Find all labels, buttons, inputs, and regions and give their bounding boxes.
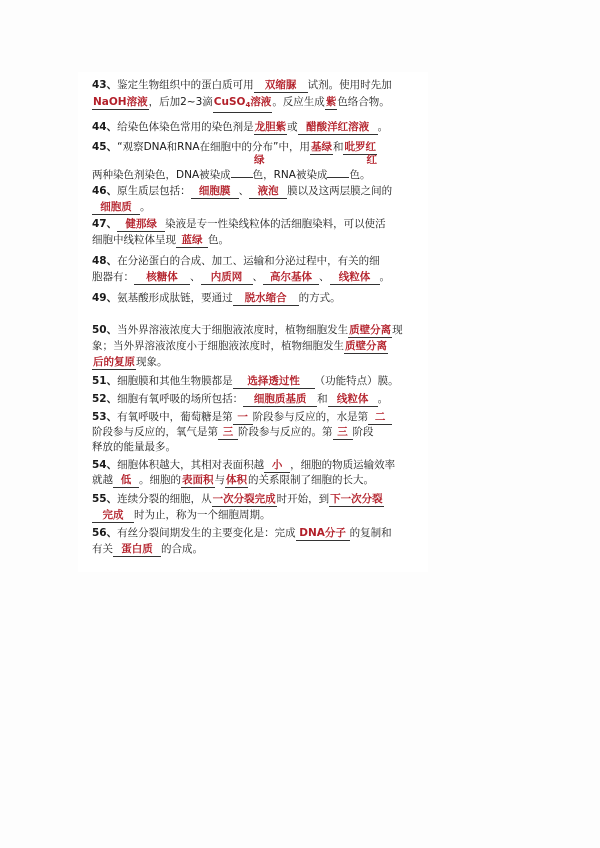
answer-part: 溶液 <box>250 96 272 108</box>
question-text: 在分泌蛋白的合成、加工、运输和分泌过程中，有关的细 <box>117 255 380 267</box>
answer: 一 <box>233 411 253 425</box>
question-text: 胞器有： <box>92 271 134 283</box>
question-56 <box>92 526 432 541</box>
question-54-line-2 <box>92 473 432 488</box>
question-number: 46、 <box>92 185 118 197</box>
question-53 <box>92 410 432 425</box>
answer: 质壁分离 <box>345 340 387 352</box>
question-text: 就越 <box>92 474 113 486</box>
answer: 脱水缩合 <box>233 292 299 306</box>
question-48-line-2 <box>92 270 432 285</box>
answer: 基绿 <box>310 141 332 153</box>
question-56-line-2 <box>92 542 432 557</box>
question-text: 、 <box>190 271 201 283</box>
question-text: 阶段 <box>352 426 374 438</box>
question-text: 、 <box>319 271 330 283</box>
answer: 液泡 <box>249 185 287 199</box>
question-text: ，细胞的物质运输效率 <box>290 459 396 471</box>
question-text: 连续分裂的细胞，从 <box>117 493 212 505</box>
answer: 三 <box>218 426 238 440</box>
question-number: 50、 <box>92 324 118 336</box>
question-text: 阶段参与反应的。第 <box>238 426 333 438</box>
question-text: 象；当外界溶液浓度小于细胞液浓度时，植物细胞发生 <box>92 340 344 352</box>
question-text: “观察DNA和RNA在细胞中的分布”中，用 <box>117 141 310 153</box>
question-number: 47、 <box>92 218 118 230</box>
question-text: 现 <box>392 324 403 336</box>
answer-part: CuSO <box>213 96 246 108</box>
question-number: 55、 <box>92 493 118 505</box>
question-text: 现象。 <box>136 356 168 368</box>
answer: 三 <box>333 426 353 440</box>
question-text: 的合成。 <box>161 543 203 555</box>
answer: 蛋白质 <box>113 543 161 557</box>
question-text: 色，RNA被染成 <box>252 169 328 181</box>
answer: 细胞膜 <box>191 185 239 199</box>
answer: 表面积 <box>182 474 214 486</box>
question-text: 的方式。 <box>298 292 341 304</box>
answer: 完成 <box>92 509 134 523</box>
answer: NaOH溶液 <box>93 96 148 108</box>
question-text: 有氧呼吸中，葡萄糖是第 <box>117 411 233 423</box>
question-text: 。 <box>379 271 390 283</box>
question-45-line-2 <box>92 168 432 183</box>
answer: 质壁分离 <box>349 324 392 336</box>
question-text: 原生质层包括： <box>117 185 191 197</box>
question-43-line-2 <box>92 95 432 113</box>
question-text: 阶段参与反应的，水是第 <box>252 411 369 423</box>
answer: 内质网 <box>201 271 253 285</box>
question-50-line-2 <box>92 339 432 354</box>
question-number: 56、 <box>92 527 118 539</box>
question-text: 。 <box>377 393 389 405</box>
question-text: 的关系限制了细胞的长大。 <box>248 474 374 486</box>
blank <box>327 177 349 178</box>
question-number: 48、 <box>92 255 118 267</box>
answer: 蓝绿 <box>176 234 208 248</box>
answer: 吡罗红 <box>344 141 376 153</box>
question-text: （功能特点）膜。 <box>314 375 399 387</box>
question-text: 试剂。使用时先加 <box>307 79 392 91</box>
question-number: 52、 <box>92 393 118 405</box>
answer: 线粒体 <box>330 271 380 285</box>
question-text: 。细胞的 <box>139 474 181 486</box>
question-number: 51、 <box>92 375 118 387</box>
question-text: 时开始，到 <box>276 493 330 505</box>
question-text: ，后加2~3滴 <box>148 96 213 108</box>
question-text: 两种染色剂染色，DNA被染成 <box>92 169 231 181</box>
question-text: 释放的能量最多。 <box>92 441 176 453</box>
answer: 小 <box>264 459 290 473</box>
question-text: 染液是专一性染线粒体的活细胞染料，可以使活 <box>165 218 386 230</box>
answer: 绿 <box>254 154 265 166</box>
question-text: 的复制和 <box>349 527 392 539</box>
question-55 <box>92 492 432 507</box>
answer: 醋酸洋红溶液 <box>298 121 378 135</box>
answer: 健那绿 <box>117 218 165 232</box>
question-text: 。反应生成 <box>272 96 325 108</box>
blank <box>231 177 253 178</box>
question-number: 49、 <box>92 292 118 304</box>
question-text: 阶段参与反应的，氧气是第 <box>92 426 218 438</box>
question-54 <box>92 458 432 473</box>
answer: 选择透过性 <box>233 375 315 389</box>
question-47 <box>92 217 432 232</box>
answer: 双缩脲 <box>254 79 308 93</box>
question-46 <box>92 184 432 199</box>
question-text: 和 <box>317 393 328 405</box>
question-text: 氨基酸形成肽链，要通过 <box>117 292 233 304</box>
question-text: 色络合物。 <box>337 96 390 108</box>
question-text: 与 <box>214 474 225 486</box>
answer: DNA分子 <box>296 527 350 541</box>
answer: 体积 <box>226 474 247 486</box>
answer: 核糖体 <box>134 271 190 285</box>
question-text: 膜以及这两层膜之间的 <box>287 185 393 197</box>
question-text: 给染色体染色常用的染色剂是 <box>117 121 254 133</box>
question-text: 细胞体积越大，其相对表面积越 <box>117 459 265 471</box>
question-52 <box>92 392 432 407</box>
question-text: 时为止，称为一个细胞周期。 <box>134 509 271 521</box>
question-48 <box>92 254 432 269</box>
question-number: 53、 <box>92 411 118 423</box>
question-50 <box>92 323 432 338</box>
question-number: 44、 <box>92 121 118 133</box>
question-number: 54、 <box>92 459 118 471</box>
question-number: 45、 <box>92 141 118 153</box>
question-text: 细胞膜和其他生物膜都是 <box>117 375 233 387</box>
question-text: 鉴定生物组织中的蛋白质可用 <box>117 79 254 91</box>
answer: 高尔基体 <box>263 271 319 285</box>
question-text: 有关 <box>92 543 113 555</box>
question-text: 。 <box>140 201 151 213</box>
question-number: 43、 <box>92 79 118 91</box>
question-text: 细胞有氧呼吸的场所包括： <box>117 393 244 405</box>
question-43 <box>92 78 432 93</box>
question-45-annotations <box>253 153 593 168</box>
question-text: 当外界溶液浓度大于细胞液浓度时，植物细胞发生 <box>117 324 349 336</box>
subscript: 4 <box>245 101 251 109</box>
answer: 后的复原 <box>93 356 135 368</box>
question-text: 或 <box>287 121 298 133</box>
question-44 <box>92 120 432 135</box>
answer: 二 <box>368 411 392 425</box>
question-51 <box>92 374 432 389</box>
question-53-line-3 <box>92 440 432 455</box>
answer: 细胞质 <box>92 201 140 215</box>
question-text: 、 <box>252 271 263 283</box>
question-text: 。 <box>377 121 389 133</box>
question-text: 、 <box>238 185 250 197</box>
answer: 低 <box>113 474 139 488</box>
question-text: 细胞中线粒体呈现 <box>92 234 176 246</box>
question-text: 色。 <box>349 169 371 181</box>
answer: 线粒体 <box>328 393 378 407</box>
question-text: 色。 <box>208 234 229 246</box>
answer: 紫 <box>325 96 337 108</box>
question-53-line-2 <box>92 425 432 440</box>
answer: 龙胆紫 <box>254 121 287 133</box>
answer <box>213 96 273 113</box>
question-50-line-3 <box>92 355 432 370</box>
answer: 红 <box>366 154 377 166</box>
question-47-line-2 <box>92 233 432 248</box>
question-49 <box>92 291 432 306</box>
answer: 一次分裂完成 <box>212 493 276 505</box>
question-55-line-2 <box>92 508 432 523</box>
answer: 下一次分裂 <box>330 493 383 505</box>
answer: 细胞质基质 <box>243 393 317 407</box>
question-text: 有丝分裂间期发生的主要变化是：完成 <box>117 527 296 539</box>
question-text: 和 <box>332 141 344 153</box>
question-46-line-2 <box>92 200 432 215</box>
